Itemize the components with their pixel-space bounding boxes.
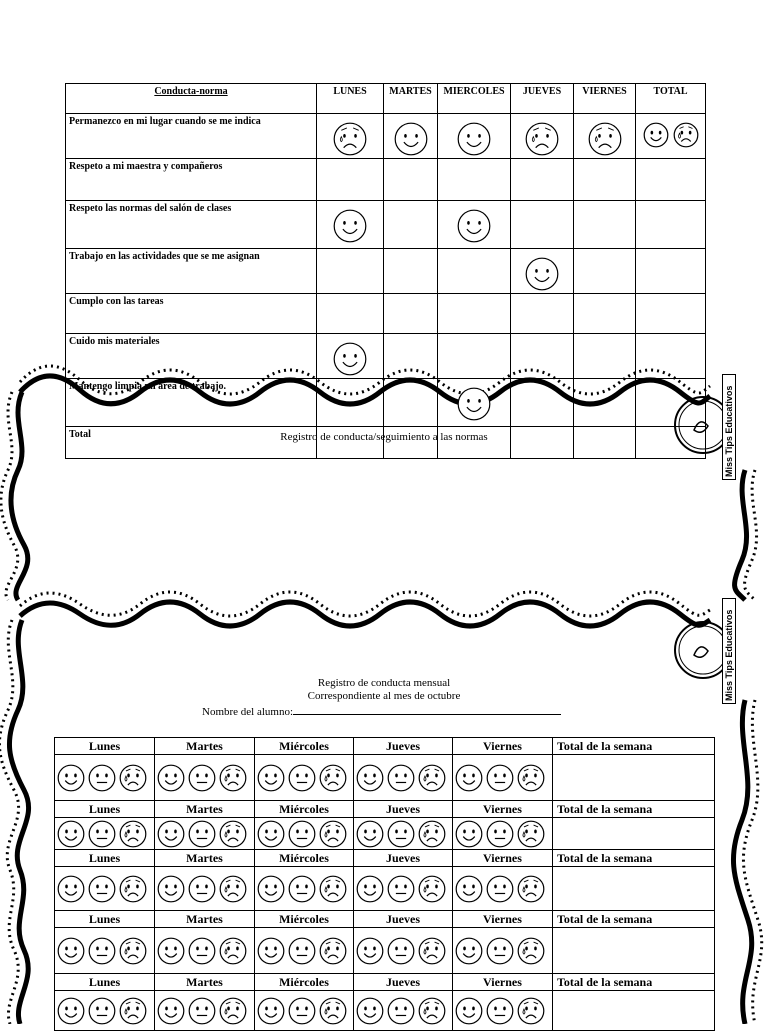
week-total-cell[interactable] <box>553 818 715 850</box>
happy-face-icon <box>356 937 384 965</box>
neutral-face-icon <box>486 997 514 1025</box>
norm-cell[interactable] <box>384 114 438 159</box>
norm-cell[interactable] <box>636 159 706 201</box>
happy-face-icon <box>257 820 285 848</box>
neutral-face-icon <box>88 764 116 792</box>
conduct-norms-table <box>65 83 706 459</box>
sad-face-icon <box>219 937 247 965</box>
sad-face-icon <box>119 875 147 903</box>
neutral-face-icon <box>288 764 316 792</box>
norm-cell[interactable] <box>636 379 706 427</box>
day-faces-cell[interactable] <box>255 991 354 1031</box>
day-faces-cell[interactable] <box>255 818 354 850</box>
norm-cell[interactable] <box>384 294 438 334</box>
neutral-face-icon <box>188 997 216 1025</box>
happy-face-icon <box>356 820 384 848</box>
neutral-face-icon <box>486 937 514 965</box>
norm-label: Permanezco en mi lugar cuando se me indica <box>66 114 317 159</box>
day-faces-cell[interactable] <box>255 755 354 801</box>
happy-face-icon <box>157 764 185 792</box>
happy-face-icon <box>157 937 185 965</box>
neutral-face-icon <box>188 820 216 848</box>
day-faces-cell[interactable] <box>55 818 155 850</box>
sad-face-icon <box>319 875 347 903</box>
norm-cell[interactable] <box>384 201 438 249</box>
day-faces-cell[interactable] <box>453 755 553 801</box>
day-faces-cell[interactable] <box>453 991 553 1031</box>
happy-face-icon <box>257 875 285 903</box>
norm-row <box>66 159 706 201</box>
norm-cell[interactable] <box>317 249 384 294</box>
happy-face-icon <box>356 997 384 1025</box>
student-name-label: Nombre del alumno: <box>202 706 294 718</box>
week-total-cell[interactable] <box>553 991 715 1031</box>
sad-face-icon <box>219 997 247 1025</box>
norm-cell[interactable] <box>574 159 636 201</box>
sad-face-icon <box>333 122 367 156</box>
happy-face-icon <box>57 820 85 848</box>
norm-row <box>66 379 706 427</box>
day-faces-cell[interactable] <box>453 928 553 974</box>
sad-face-icon <box>219 764 247 792</box>
neutral-face-icon <box>387 875 415 903</box>
sad-face-icon <box>319 764 347 792</box>
norm-row <box>66 249 706 294</box>
sad-face-icon <box>219 820 247 848</box>
happy-face-icon <box>257 997 285 1025</box>
neutral-face-icon <box>88 875 116 903</box>
norm-cell[interactable] <box>317 114 384 159</box>
norm-cell[interactable] <box>511 379 574 427</box>
day-header: Miércoles <box>255 801 354 818</box>
norm-cell[interactable] <box>574 201 636 249</box>
norm-cell[interactable] <box>438 114 511 159</box>
norm-label: Mantengo limpia mi área de trabajo. <box>66 379 317 427</box>
sad-face-icon <box>673 122 699 148</box>
norm-cell[interactable] <box>636 294 706 334</box>
neutral-face-icon <box>387 997 415 1025</box>
day-faces-cell[interactable] <box>55 755 155 801</box>
day-faces-cell[interactable] <box>55 867 155 911</box>
day-header: Jueves <box>354 738 453 755</box>
day-header: Miércoles <box>255 974 354 991</box>
day-header: Viernes <box>453 911 553 928</box>
sad-face-icon <box>517 997 545 1025</box>
neutral-face-icon <box>188 875 216 903</box>
norm-cell[interactable] <box>438 201 511 249</box>
sad-face-icon <box>119 997 147 1025</box>
happy-face-icon <box>525 257 559 291</box>
norm-cell[interactable] <box>636 249 706 294</box>
norm-label: Cumplo con las tareas <box>66 294 317 334</box>
student-name-field[interactable] <box>293 704 561 715</box>
monthly-conduct-table <box>54 737 715 1031</box>
happy-face-icon <box>455 937 483 965</box>
norm-cell[interactable] <box>636 201 706 249</box>
day-header: Martes <box>155 738 255 755</box>
week-total-cell[interactable] <box>553 928 715 974</box>
day-faces-cell[interactable] <box>453 818 553 850</box>
sad-face-icon <box>525 122 559 156</box>
sad-face-icon <box>319 937 347 965</box>
day-faces-cell[interactable] <box>354 867 453 911</box>
week-header-row <box>55 974 715 991</box>
top-table-caption: Registro de conducta/seguimiento a las normas <box>280 431 488 443</box>
day-faces-cell[interactable] <box>354 928 453 974</box>
happy-face-icon <box>457 122 491 156</box>
happy-face-icon <box>157 875 185 903</box>
day-header: Lunes <box>55 850 155 867</box>
norm-row <box>66 334 706 379</box>
norm-cell[interactable] <box>438 159 511 201</box>
happy-face-icon <box>57 764 85 792</box>
happy-face-icon <box>455 764 483 792</box>
happy-face-icon <box>57 937 85 965</box>
happy-face-icon <box>356 764 384 792</box>
norm-cell[interactable] <box>574 379 636 427</box>
norm-cell[interactable] <box>636 114 706 159</box>
day-faces-cell[interactable] <box>155 818 255 850</box>
norm-cell[interactable] <box>511 159 574 201</box>
day-faces-cell[interactable] <box>354 991 453 1031</box>
sad-face-icon <box>319 820 347 848</box>
day-faces-cell[interactable] <box>155 928 255 974</box>
neutral-face-icon <box>387 764 415 792</box>
day-faces-cell[interactable] <box>155 991 255 1031</box>
norm-row <box>66 294 706 334</box>
norm-cell[interactable] <box>511 114 574 159</box>
sad-face-icon <box>119 820 147 848</box>
norm-cell[interactable] <box>438 249 511 294</box>
happy-face-icon <box>257 937 285 965</box>
norm-cell[interactable] <box>438 379 511 427</box>
neutral-face-icon <box>387 937 415 965</box>
happy-face-icon <box>333 209 367 243</box>
day-header: Martes <box>155 974 255 991</box>
week-total-header: Total de la semana <box>553 738 715 755</box>
week-total-header: Total de la semana <box>553 974 715 991</box>
happy-face-icon <box>643 122 669 148</box>
week-total-header: Total de la semana <box>553 850 715 867</box>
day-header: Viernes <box>453 850 553 867</box>
happy-face-icon <box>57 997 85 1025</box>
happy-face-icon <box>455 875 483 903</box>
neutral-face-icon <box>288 820 316 848</box>
day-header: Miércoles <box>255 738 354 755</box>
neutral-face-icon <box>288 997 316 1025</box>
norm-label: Trabajo en las actividades que se me asignan <box>66 249 317 294</box>
day-header: Jueves <box>354 911 453 928</box>
norm-label: Cuido mis materiales <box>66 334 317 379</box>
day-header: Viernes <box>453 801 553 818</box>
week-faces-row <box>55 755 715 801</box>
header-jueves: JUEVES <box>511 84 574 114</box>
brand-label-bottom: Miss Tips Educativos <box>722 598 736 704</box>
norm-cell[interactable] <box>384 334 438 379</box>
sad-face-icon <box>418 875 446 903</box>
day-header: Martes <box>155 850 255 867</box>
monthly-subtitle: Correspondiente al mes de octubre <box>307 690 461 702</box>
header-total: TOTAL <box>636 84 706 114</box>
norm-label: Respeto las normas del salón de clases <box>66 201 317 249</box>
happy-face-icon <box>457 387 491 421</box>
week-header-row <box>55 801 715 818</box>
sad-face-icon <box>517 764 545 792</box>
neutral-face-icon <box>88 997 116 1025</box>
happy-face-icon <box>457 209 491 243</box>
norm-cell[interactable] <box>317 379 384 427</box>
sad-face-icon <box>119 937 147 965</box>
sad-face-icon <box>418 997 446 1025</box>
norm-cell[interactable] <box>438 334 511 379</box>
header-lunes: LUNES <box>317 84 384 114</box>
sad-face-icon <box>517 875 545 903</box>
week-total-cell[interactable] <box>553 867 715 911</box>
norm-cell[interactable] <box>574 294 636 334</box>
day-faces-cell[interactable] <box>155 755 255 801</box>
header-miercoles: MIERCOLES <box>438 84 511 114</box>
neutral-face-icon <box>486 764 514 792</box>
norm-cell[interactable] <box>317 294 384 334</box>
norm-cell[interactable] <box>511 249 574 294</box>
norm-cell[interactable] <box>438 294 511 334</box>
day-header: Lunes <box>55 801 155 818</box>
neutral-face-icon <box>88 820 116 848</box>
norm-cell[interactable] <box>511 294 574 334</box>
week-faces-row <box>55 928 715 974</box>
day-header: Viernes <box>453 738 553 755</box>
day-header: Martes <box>155 801 255 818</box>
happy-face-icon <box>57 875 85 903</box>
day-header: Martes <box>155 911 255 928</box>
norm-cell[interactable] <box>574 114 636 159</box>
day-header: Miércoles <box>255 911 354 928</box>
sad-face-icon <box>517 937 545 965</box>
day-header: Lunes <box>55 911 155 928</box>
happy-face-icon <box>333 342 367 376</box>
sad-face-icon <box>517 820 545 848</box>
norm-cell[interactable] <box>511 201 574 249</box>
norm-cell[interactable] <box>317 334 384 379</box>
week-faces-row <box>55 867 715 911</box>
sad-face-icon <box>418 764 446 792</box>
happy-face-icon <box>455 997 483 1025</box>
day-faces-cell[interactable] <box>255 928 354 974</box>
day-faces-cell[interactable] <box>55 928 155 974</box>
week-header-row <box>55 738 715 755</box>
sad-face-icon <box>119 764 147 792</box>
sad-face-icon <box>588 122 622 156</box>
norm-cell[interactable] <box>317 201 384 249</box>
happy-face-icon <box>394 122 428 156</box>
week-header-row <box>55 850 715 867</box>
norm-label: Total <box>66 427 317 459</box>
neutral-face-icon <box>288 875 316 903</box>
week-total-header: Total de la semana <box>553 911 715 928</box>
day-faces-cell[interactable] <box>453 867 553 911</box>
monthly-title: Registro de conducta mensual <box>317 677 451 689</box>
neutral-face-icon <box>486 875 514 903</box>
week-header-row <box>55 911 715 928</box>
neutral-face-icon <box>387 820 415 848</box>
day-header: Jueves <box>354 850 453 867</box>
happy-face-icon <box>257 764 285 792</box>
norm-cell[interactable] <box>384 249 438 294</box>
header-viernes: VIERNES <box>574 84 636 114</box>
norm-row <box>66 201 706 249</box>
norm-cell[interactable] <box>384 159 438 201</box>
student-name-line <box>202 704 561 718</box>
happy-face-icon <box>157 820 185 848</box>
sad-face-icon <box>319 997 347 1025</box>
header-conducta: Conducta-norma <box>66 84 317 114</box>
day-faces-cell[interactable] <box>354 755 453 801</box>
week-total-header: Total de la semana <box>553 801 715 818</box>
norm-cell[interactable] <box>574 249 636 294</box>
week-total-cell[interactable] <box>553 755 715 801</box>
day-header: Lunes <box>55 738 155 755</box>
header-martes: MARTES <box>384 84 438 114</box>
day-faces-cell[interactable] <box>55 991 155 1031</box>
neutral-face-icon <box>486 820 514 848</box>
norm-cell[interactable] <box>384 379 438 427</box>
sad-face-icon <box>418 820 446 848</box>
neutral-face-icon <box>188 764 216 792</box>
norm-cell[interactable] <box>636 334 706 379</box>
week-faces-row <box>55 991 715 1031</box>
happy-face-icon <box>157 997 185 1025</box>
norm-cell[interactable] <box>511 334 574 379</box>
day-header: Jueves <box>354 974 453 991</box>
sad-face-icon <box>219 875 247 903</box>
day-faces-cell[interactable] <box>255 867 354 911</box>
day-header: Lunes <box>55 974 155 991</box>
norm-cell[interactable] <box>317 159 384 201</box>
day-header: Viernes <box>453 974 553 991</box>
day-faces-cell[interactable] <box>354 818 453 850</box>
neutral-face-icon <box>88 937 116 965</box>
day-header: Jueves <box>354 801 453 818</box>
neutral-face-icon <box>188 937 216 965</box>
norm-row <box>66 114 706 159</box>
sad-face-icon <box>418 937 446 965</box>
happy-face-icon <box>455 820 483 848</box>
brand-label-top: Miss Tips Educativos <box>722 374 736 480</box>
norm-cell[interactable] <box>574 334 636 379</box>
day-header: Miércoles <box>255 850 354 867</box>
day-faces-cell[interactable] <box>155 867 255 911</box>
happy-face-icon <box>356 875 384 903</box>
neutral-face-icon <box>288 937 316 965</box>
norm-label: Respeto a mi maestra y compañeros <box>66 159 317 201</box>
week-faces-row <box>55 818 715 850</box>
